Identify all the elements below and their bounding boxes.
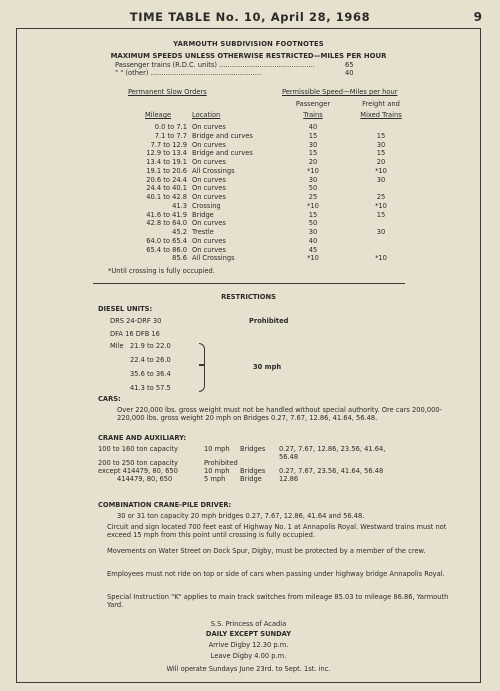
location-cell: On curves (192, 245, 226, 254)
crane-speed: 10 mph (204, 445, 230, 453)
location-cell: Bridge and curves (192, 131, 253, 140)
freight-speed-cell: 25 (376, 193, 386, 201)
table-row (17, 132, 480, 141)
speed-value-rdc: 65 (345, 61, 354, 69)
slow-orders-table (17, 123, 480, 263)
crane-bridges: 0.27, 7.67, 12.86, 23.56, 41.64, 56.48 (279, 445, 386, 461)
cars-text: Over 220,000 lbs. gross weight must not be handled without special authority. Ore cars 200,000-220,000 lbs. gross weight 20 mph on Bridges 0.27, 7.67, 12.86, 41.64, 56.48. (117, 406, 443, 423)
passenger-speed-cell: *10 (307, 201, 319, 210)
combo-heading: COMBINATION CRANE-PILE DRIVER: (98, 501, 232, 509)
diesel-line-1: DRS 24-DRF 30 (110, 317, 162, 325)
location-cell: On curves (192, 193, 226, 201)
mileage-cell: 45.2 (172, 228, 187, 236)
mileage-cell: 13.4 to 19.1 (146, 158, 187, 166)
mileage-cell: 85.6 (172, 254, 187, 263)
table-row (17, 176, 480, 185)
passenger-speed-cell: 50 (308, 219, 318, 228)
passenger-speed-cell: *10 (307, 166, 319, 175)
location-cell: On curves (192, 184, 226, 193)
slow-orders-footnote: *Until crossing is fully occupied. (108, 267, 215, 275)
freight-speed-cell: 15 (376, 210, 386, 219)
cars-heading: CARS: (98, 395, 121, 403)
page-number: 9 (473, 10, 482, 24)
freight-speed-cell: 30 (376, 175, 386, 184)
location-cell: On curves (192, 158, 226, 166)
passenger-speed-cell: 15 (308, 131, 318, 140)
col-location: Location (192, 111, 221, 119)
brace-top (199, 343, 205, 366)
mile-range-2: 22.4 to 26.0 (130, 356, 171, 364)
col-freight: Mixed Trains (360, 111, 402, 119)
crane-capacity: 414479, 80, 650 (117, 475, 173, 483)
passenger-speed-cell: 15 (308, 149, 318, 158)
location-cell: All Crossings (192, 254, 235, 263)
ferry-arrive: Arrive Digby 12.30 p.m. (208, 641, 289, 649)
freight-speed-cell: *10 (375, 166, 387, 175)
freight-speed-cell: *10 (375, 201, 387, 210)
table-row (17, 184, 480, 193)
crane-table (17, 445, 480, 499)
crane-heading: CRANE AND AUXILIARY: (98, 434, 187, 442)
page-title: TIME TABLE No. 10, April 28, 1968 (129, 10, 371, 24)
passenger-speed-cell: 15 (308, 210, 318, 219)
crane-where: Bridge (240, 475, 262, 483)
crane-capacity: except 414479, 80, 650 (98, 467, 178, 475)
diesel-prohibited: Prohibited (249, 317, 289, 325)
location-cell: On curves (192, 140, 226, 149)
passenger-speed-cell: 30 (308, 175, 318, 184)
table-row (17, 237, 480, 246)
crane-where: Bridges (240, 467, 266, 475)
location-cell: On curves (192, 175, 226, 184)
freight-speed-cell: 30 (376, 140, 386, 149)
special-instruction-paragraph: Special Instruction "K" applies to main track switches from mileage 85.03 to mileage 86.86, Yarmouth Yard. (107, 593, 449, 610)
crane-speed: 10 mph (204, 467, 230, 475)
col-freight-top: Freight and (362, 100, 400, 108)
crane-row (17, 475, 480, 484)
crane-capacity: 100 to 160 ton capacity (98, 445, 178, 453)
location-cell: Crossing (192, 201, 221, 210)
brace-bottom (199, 364, 205, 392)
section-divider (93, 283, 405, 284)
passenger-speed-cell: 50 (308, 184, 318, 193)
crane-capacity: 200 to 250 ton capacity (98, 459, 178, 467)
mileage-cell: 41.3 (172, 201, 187, 210)
mileage-cell: 41.6 to 41.9 (146, 210, 187, 219)
location-cell: All Crossings (192, 166, 235, 175)
combo-text: 30 or 31 ton capacity 20 mph bridges 0.27, 7.67, 12.86, 41.64 and 56.48. (117, 512, 365, 520)
mile-range-1: 21.9 to 22.0 (130, 342, 171, 350)
ferry-note: Will operate Sundays June 23rd. to Sept. 1st. inc. (166, 665, 331, 673)
mileage-cell: 7.7 to 12.9 (150, 140, 187, 149)
mileage-cell: 40.1 to 42.8 (146, 193, 187, 201)
passenger-speed-cell: 45 (308, 245, 318, 254)
speed-label-other: " " (other) .................................................... (115, 69, 262, 77)
location-cell: On curves (192, 123, 226, 131)
col-passenger: Trains (303, 111, 323, 119)
ferry-name: S.S. Princess of Acadia (210, 620, 287, 628)
freight-speed-cell: *10 (375, 254, 387, 263)
passenger-speed-cell: 30 (308, 228, 318, 236)
water-street-paragraph: Movements on Water Street on Dock Spur, Digby, must be protected by a member of the crew. (107, 547, 426, 555)
crane-speed: 5 mph (204, 475, 226, 483)
mileage-cell: 0.0 to 7.1 (154, 123, 187, 131)
table-row (17, 149, 480, 158)
mile-range-4: 41.3 to 57.5 (130, 384, 171, 392)
restrictions-heading: RESTRICTIONS (221, 293, 276, 301)
freight-speed-cell: 30 (376, 228, 386, 236)
footnotes-heading: YARMOUTH SUBDIVISION FOOTNOTES (173, 40, 324, 48)
location-cell: Trestle (192, 228, 214, 236)
table-row (17, 254, 480, 263)
freight-speed-cell: 15 (376, 149, 386, 158)
freight-speed-cell: 15 (376, 131, 386, 140)
crane-bridges: 0.27, 7.67, 23.56, 41.64, 56.48 (279, 467, 384, 475)
speed-value-other: 40 (345, 69, 354, 77)
col-mileage: Mileage (145, 111, 172, 119)
table-row (17, 167, 480, 176)
speed-subheading: MAXIMUM SPEEDS UNLESS OTHERWISE RESTRICTED—MILES PER HOUR (110, 52, 387, 60)
table-row (17, 141, 480, 150)
crane-where: Bridges (240, 445, 266, 453)
mile-prefix: Mile (110, 342, 124, 350)
crane-row (17, 445, 480, 461)
mileage-cell: 65.4 to 86.0 (146, 245, 187, 254)
content-frame (16, 28, 481, 683)
col-passenger-top: Passenger (295, 100, 331, 108)
freight-speed-cell: 20 (376, 158, 386, 166)
employees-paragraph: Employees must not ride on top or side of cars when passing under highway bridge Annapolis Royal. (107, 570, 445, 578)
mileage-cell: 64.0 to 65.4 (146, 236, 187, 245)
location-cell: Bridge and curves (192, 149, 253, 158)
table-row (17, 158, 480, 167)
circuit-paragraph: Circuit and sign located 700 feet east of Highway No. 1 at Annapolis Royal. Westward trains must not exceed 15 mph from this point until crossing is fully occupied. (107, 523, 447, 540)
table-row (17, 123, 480, 132)
passenger-speed-cell: 25 (308, 193, 318, 201)
slow-orders-heading: Permanent Slow Orders (128, 88, 207, 96)
mileage-cell: 12.9 to 13.4 (146, 149, 187, 158)
speed-label-rdc: Passenger trains (R.D.C. units) ............................................. (115, 61, 315, 69)
crane-speed: Prohibited (204, 459, 238, 467)
mileage-cell: 7.1 to 7.7 (154, 131, 187, 140)
mileage-cell: 24.4 to 40.1 (146, 184, 187, 193)
ferry-schedule: DAILY EXCEPT SUNDAY (205, 630, 292, 638)
table-row (17, 219, 480, 228)
mileage-cell: 42.8 to 64.0 (146, 219, 187, 228)
passenger-speed-cell: *10 (307, 254, 319, 263)
passenger-speed-cell: 20 (308, 158, 318, 166)
table-row (17, 246, 480, 255)
mileage-cell: 19.1 to 20.6 (146, 166, 187, 175)
passenger-speed-cell: 30 (308, 140, 318, 149)
mileage-cell: 20.6 to 24.4 (146, 175, 187, 184)
mile-range-3: 35.6 to 36.4 (130, 370, 171, 378)
ferry-leave: Leave Digby 4.00 p.m. (210, 652, 287, 660)
table-row (17, 228, 480, 237)
location-cell: Bridge (192, 210, 214, 219)
diesel-heading: DIESEL UNITS: (98, 305, 153, 313)
mile-speed: 30 mph (253, 363, 282, 371)
diesel-line-2: DFA 16 DFB 16 (110, 330, 160, 338)
page-header (0, 10, 500, 30)
passenger-speed-cell: 40 (308, 236, 318, 245)
permissible-speed-heading: Permissible Speed—Miles per hour (282, 88, 398, 96)
location-cell: On curves (192, 219, 226, 228)
passenger-speed-cell: 40 (308, 123, 318, 131)
table-row (17, 211, 480, 220)
table-row (17, 193, 480, 202)
crane-bridges: 12.86 (279, 475, 299, 483)
table-row (17, 202, 480, 211)
location-cell: On curves (192, 236, 226, 245)
